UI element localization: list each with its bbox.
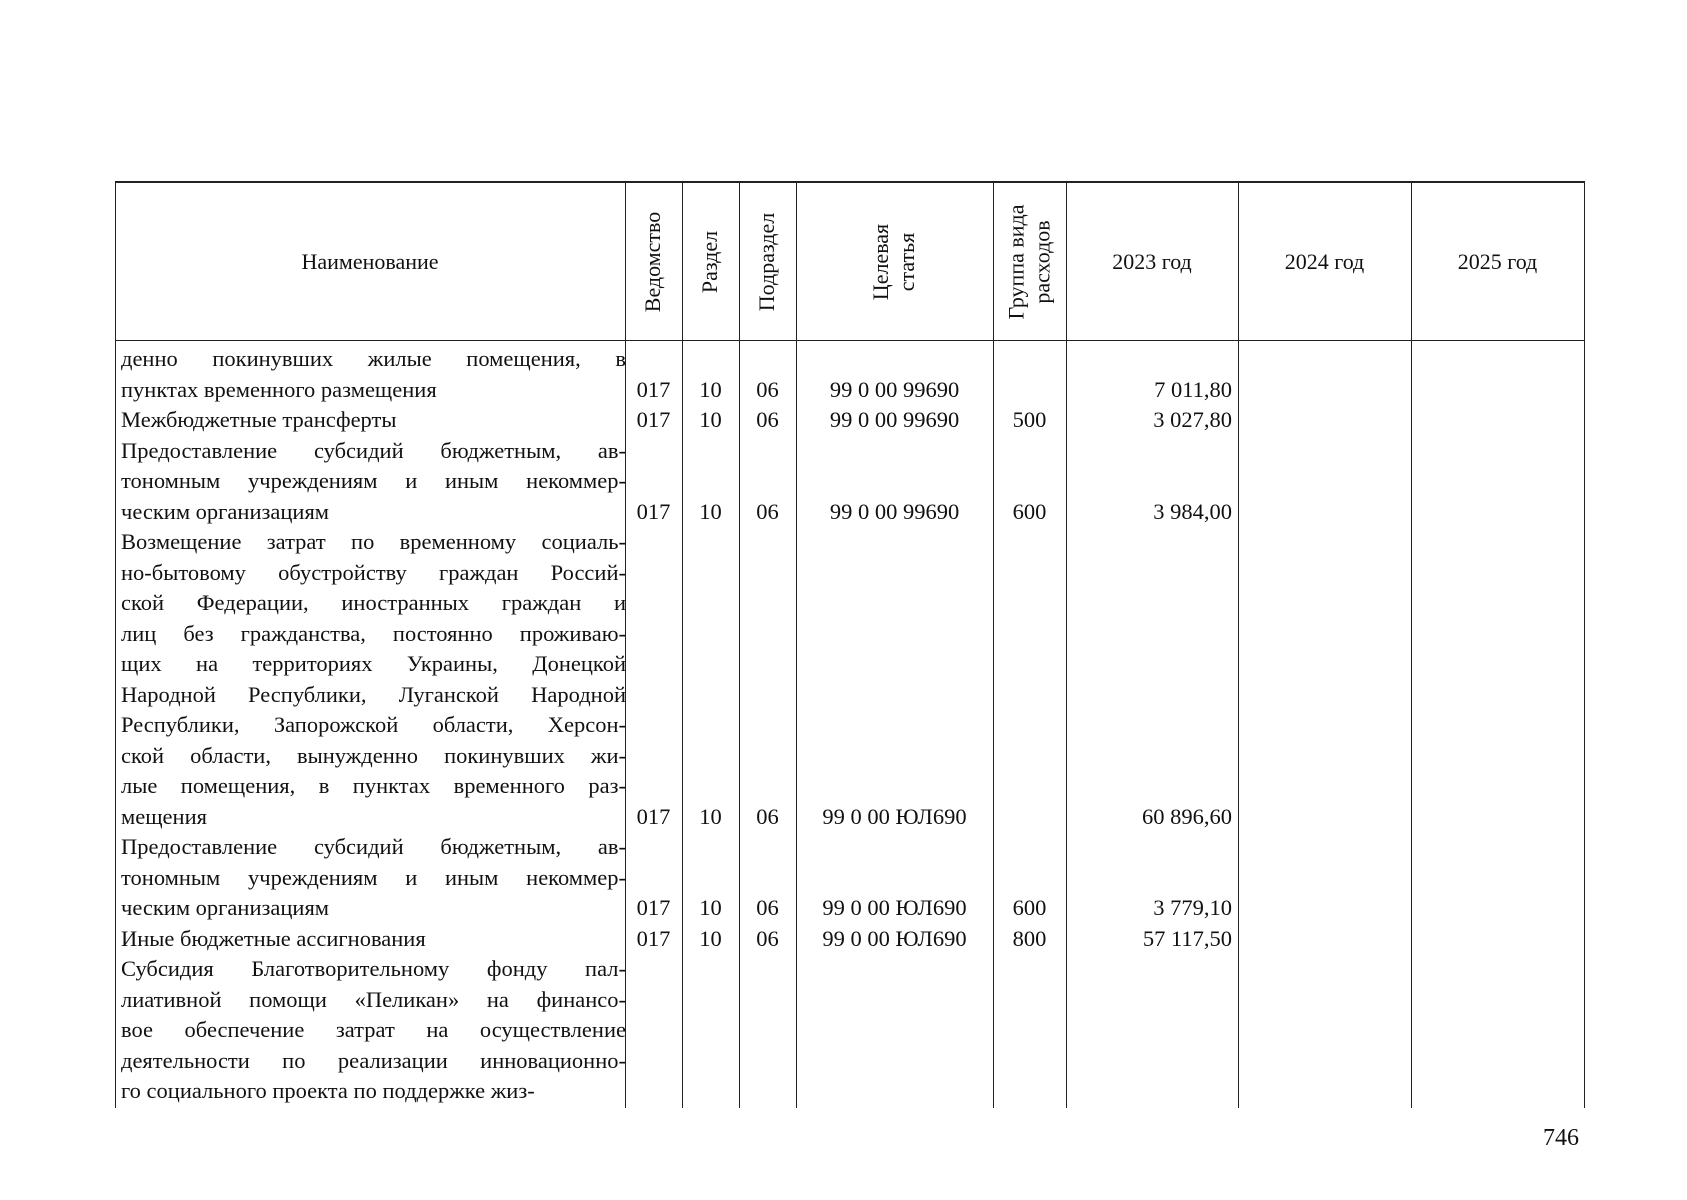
header-razdel-text: Раздел	[697, 230, 723, 293]
row-amount-2023: 57 117,50	[1142, 925, 1232, 951]
row-podrazdel: 06	[756, 376, 779, 402]
header-target-line1: Целевая	[868, 223, 894, 300]
row-podrazdel: 06	[756, 895, 779, 920]
row-name-line: тономным учреждениям и иным некоммер-	[121, 468, 626, 493]
row-target-article: 99 0 00 99690	[829, 407, 960, 432]
header-podrazdel	[739, 183, 796, 340]
row-podrazdel: 06	[756, 407, 779, 432]
row-name-line: Межбюджетные трансферты	[121, 407, 397, 432]
row-vedomstvo: 017	[636, 925, 671, 951]
row-vedomstvo: 017	[636, 376, 671, 402]
row-name-line: ской Федерации, иностранных граждан и	[121, 590, 626, 615]
row-name-line: Предоставление субсидий бюджетным, ав-	[121, 834, 626, 859]
table-row	[115, 344, 1585, 405]
header-name-text: Наименование	[301, 248, 439, 274]
header-2023-text: 2023 год	[1112, 248, 1192, 274]
header-group-line2: расходов	[1029, 219, 1055, 304]
header-target-line2: статья	[894, 232, 920, 291]
header-2025-text: 2025 год	[1457, 248, 1538, 274]
row-name	[121, 436, 626, 528]
row-expense-group: 800	[1012, 925, 1047, 951]
row-name-line: пунктах временного размещения	[121, 376, 437, 402]
header-2024-text: 2024 год	[1284, 248, 1365, 274]
row-name-line: лые помещения, в пунктах временного раз-	[121, 773, 626, 798]
row-target-article: 99 0 00 ЮЛ690	[822, 925, 967, 951]
row-name-line: Республики, Запорожской области, Херсон-	[121, 712, 626, 737]
row-target-article: 99 0 00 99690	[829, 376, 960, 402]
row-razdel: 10	[699, 376, 722, 402]
table-row	[115, 924, 1585, 955]
header-2025	[1411, 183, 1584, 340]
header-group-line1: Группа вида	[1003, 204, 1029, 319]
table-row	[115, 436, 1585, 528]
row-expense-group: 500	[1012, 407, 1047, 432]
header-target-article-text	[868, 223, 920, 299]
row-name-line: Субсидия Благотворительному фонду пал-	[121, 956, 626, 981]
header-target-article	[796, 183, 993, 340]
row-name	[121, 344, 626, 405]
row-expense-group: 600	[1012, 895, 1047, 920]
row-name-line: го социального проекта по поддержке жиз-	[121, 1078, 535, 1103]
row-name	[121, 527, 626, 832]
row-amount-2023: 3 779,10	[1153, 895, 1232, 920]
header-vedomstvo-text: Ведомство	[640, 211, 666, 312]
row-name-line: деятельности по реализации инновационно-	[121, 1047, 626, 1073]
row-name	[121, 405, 626, 436]
row-name-line: ческим организациям	[121, 895, 330, 920]
table-row	[115, 405, 1585, 436]
header-bottom-border	[115, 340, 1585, 341]
row-name-line: денно покинувших жилые помещения, в	[121, 346, 626, 371]
row-amount-2023: 3 027,80	[1153, 407, 1232, 432]
page-number: 746	[1543, 1125, 1579, 1151]
row-podrazdel: 06	[756, 803, 779, 829]
table-row	[115, 832, 1585, 924]
header-2023	[1066, 183, 1238, 340]
header-2024	[1238, 183, 1411, 340]
row-name-line: Предоставление субсидий бюджетным, ав-	[121, 437, 626, 463]
row-vedomstvo: 017	[636, 407, 671, 432]
row-name-line: тономным учреждениям и иным некоммер-	[121, 864, 626, 890]
row-name-line: Народной Республики, Луганской Народной	[121, 681, 626, 707]
row-name-line: лиц без гражданства, постоянно проживаю-	[121, 620, 626, 646]
budget-table	[115, 181, 1585, 1108]
header-vedomstvo	[625, 183, 682, 340]
row-vedomstvo: 017	[636, 498, 671, 524]
row-podrazdel: 06	[756, 498, 779, 524]
row-vedomstvo: 017	[636, 803, 671, 829]
table-row	[115, 954, 1585, 1107]
row-amount-2023: 60 896,60	[1142, 803, 1232, 829]
row-name	[121, 924, 626, 955]
row-podrazdel: 06	[756, 925, 779, 951]
row-razdel: 10	[699, 803, 722, 829]
header-expense-group	[993, 183, 1066, 340]
row-name	[121, 832, 626, 924]
row-name-line: ческим организациям	[121, 498, 330, 524]
table-row	[115, 527, 1585, 832]
header-podrazdel-text: Подраздел	[754, 212, 780, 311]
row-razdel: 10	[699, 895, 722, 920]
header-razdel	[682, 183, 739, 340]
row-amount-2023: 3 984,00	[1153, 498, 1232, 524]
row-razdel: 10	[699, 498, 722, 524]
row-name-line: лиативной помощи «Пеликан» на финансо-	[121, 986, 626, 1012]
row-name-line: ской области, вынужденно покинувших жи-	[121, 742, 626, 768]
row-razdel: 10	[699, 925, 722, 951]
header-name	[115, 183, 625, 340]
row-target-article: 99 0 00 99690	[829, 498, 960, 524]
row-name-line: щих на территориях Украины, Донецкой	[121, 651, 626, 676]
row-name-line: но-бытовому обустройству граждан Россий-	[121, 559, 626, 585]
row-razdel: 10	[699, 407, 722, 432]
row-name-line: Возмещение затрат по временному социаль-	[121, 529, 626, 554]
row-target-article: 99 0 00 ЮЛ690	[822, 895, 967, 920]
row-target-article: 99 0 00 ЮЛ690	[822, 803, 967, 829]
row-name	[121, 954, 626, 1107]
row-name-line: Иные бюджетные ассигнования	[121, 925, 426, 951]
row-name-line: вое обеспечение затрат на осуществление	[121, 1017, 626, 1042]
header-expense-group-text	[1004, 204, 1056, 319]
row-amount-2023: 7 011,80	[1154, 376, 1232, 402]
row-vedomstvo: 017	[636, 895, 671, 920]
row-name-line: мещения	[121, 803, 207, 829]
row-expense-group: 600	[1012, 498, 1047, 524]
